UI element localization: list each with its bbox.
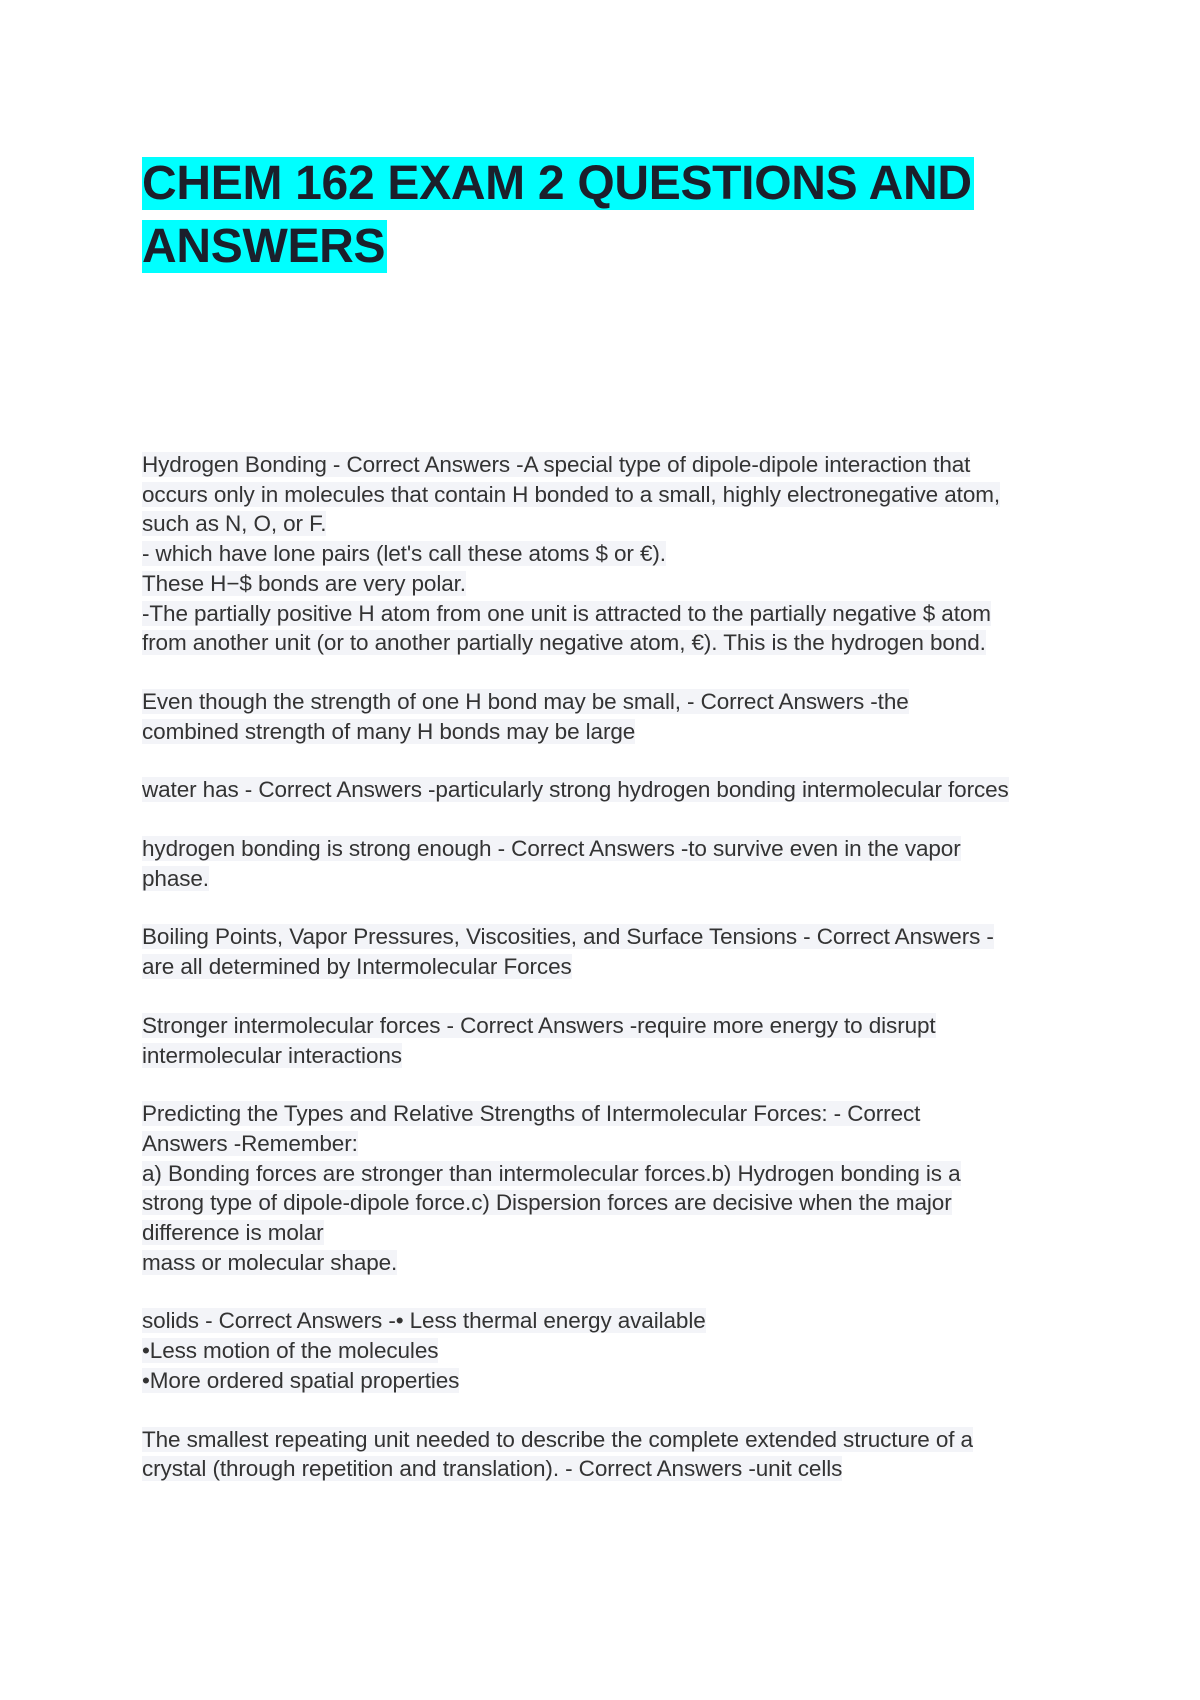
text-line: •Less motion of the molecules: [142, 1338, 439, 1364]
title-line: CHEM 162 EXAM 2 QUESTIONS AND: [142, 157, 972, 210]
text-line: These H−$ bonds are very polar.: [142, 570, 466, 596]
text-line: Stronger intermolecular forces - Correct Answers -require more energy to disrupt: [142, 1012, 936, 1038]
text-line: difference is molar: [142, 1220, 324, 1246]
text-line: solids - Correct Answers -• Less thermal energy available: [142, 1308, 706, 1334]
qa-item-predicting-forces: [142, 1099, 1082, 1277]
qa-item-hydrogen-bonding: [142, 450, 1082, 658]
text-line: from another unit (or to another partially negative atom, €). This is the hydrogen bond.: [142, 630, 986, 656]
document-title: [142, 152, 1042, 278]
text-line: Answers -Remember:: [142, 1130, 358, 1156]
text-line: such as N, O, or F.: [142, 511, 327, 537]
text-line: a) Bonding forces are stronger than intermolecular forces.b) Hydrogen bonding is a: [142, 1160, 961, 1186]
qa-item-h-bond-strength: [142, 687, 1082, 746]
qa-item-water: [142, 775, 1082, 805]
qa-item-unit-cells: [142, 1425, 1082, 1484]
text-line: Boiling Points, Vapor Pressures, Viscosities, and Surface Tensions - Correct Answers -: [142, 924, 994, 950]
text-line: The smallest repeating unit needed to describe the complete extended structure of a: [142, 1426, 973, 1452]
title-line: ANSWERS: [142, 220, 386, 273]
text-line: strong type of dipole-dipole force.c) Dispersion forces are decisive when the major: [142, 1190, 952, 1216]
qa-item-boiling-points: [142, 922, 1082, 981]
text-line: combined strength of many H bonds may be large: [142, 718, 636, 744]
text-line: occurs only in molecules that contain H bonded to a small, highly electronegative atom,: [142, 481, 1001, 507]
text-line: crystal (through repetition and translation). - Correct Answers -unit cells: [142, 1456, 843, 1482]
text-line: mass or molecular shape.: [142, 1249, 398, 1275]
text-line: are all determined by Intermolecular Forces: [142, 954, 572, 980]
text-line: intermolecular interactions: [142, 1042, 402, 1068]
qa-item-solids: [142, 1306, 1082, 1395]
qa-item-stronger-forces: [142, 1011, 1082, 1070]
text-line: Hydrogen Bonding - Correct Answers -A special type of dipole-dipole interaction that: [142, 452, 971, 477]
text-line: hydrogen bonding is strong enough - Correct Answers -to survive even in the vapor: [142, 836, 961, 862]
text-line: phase.: [142, 865, 209, 891]
text-line: water has - Correct Answers -particularly strong hydrogen bonding intermolecular forces: [142, 777, 1009, 803]
text-line: •More ordered spatial properties: [142, 1367, 460, 1393]
text-line: - which have lone pairs (let's call these atoms $ or €).: [142, 541, 666, 567]
qa-item-vapor-phase: [142, 834, 1082, 893]
qa-list: [142, 450, 1082, 1513]
text-line: -The partially positive H atom from one unit is attracted to the partially negative $ atom: [142, 600, 991, 626]
text-line: Predicting the Types and Relative Strengths of Intermolecular Forces: - Correct: [142, 1101, 921, 1127]
text-line: Even though the strength of one H bond may be small, - Correct Answers -the: [142, 688, 909, 714]
